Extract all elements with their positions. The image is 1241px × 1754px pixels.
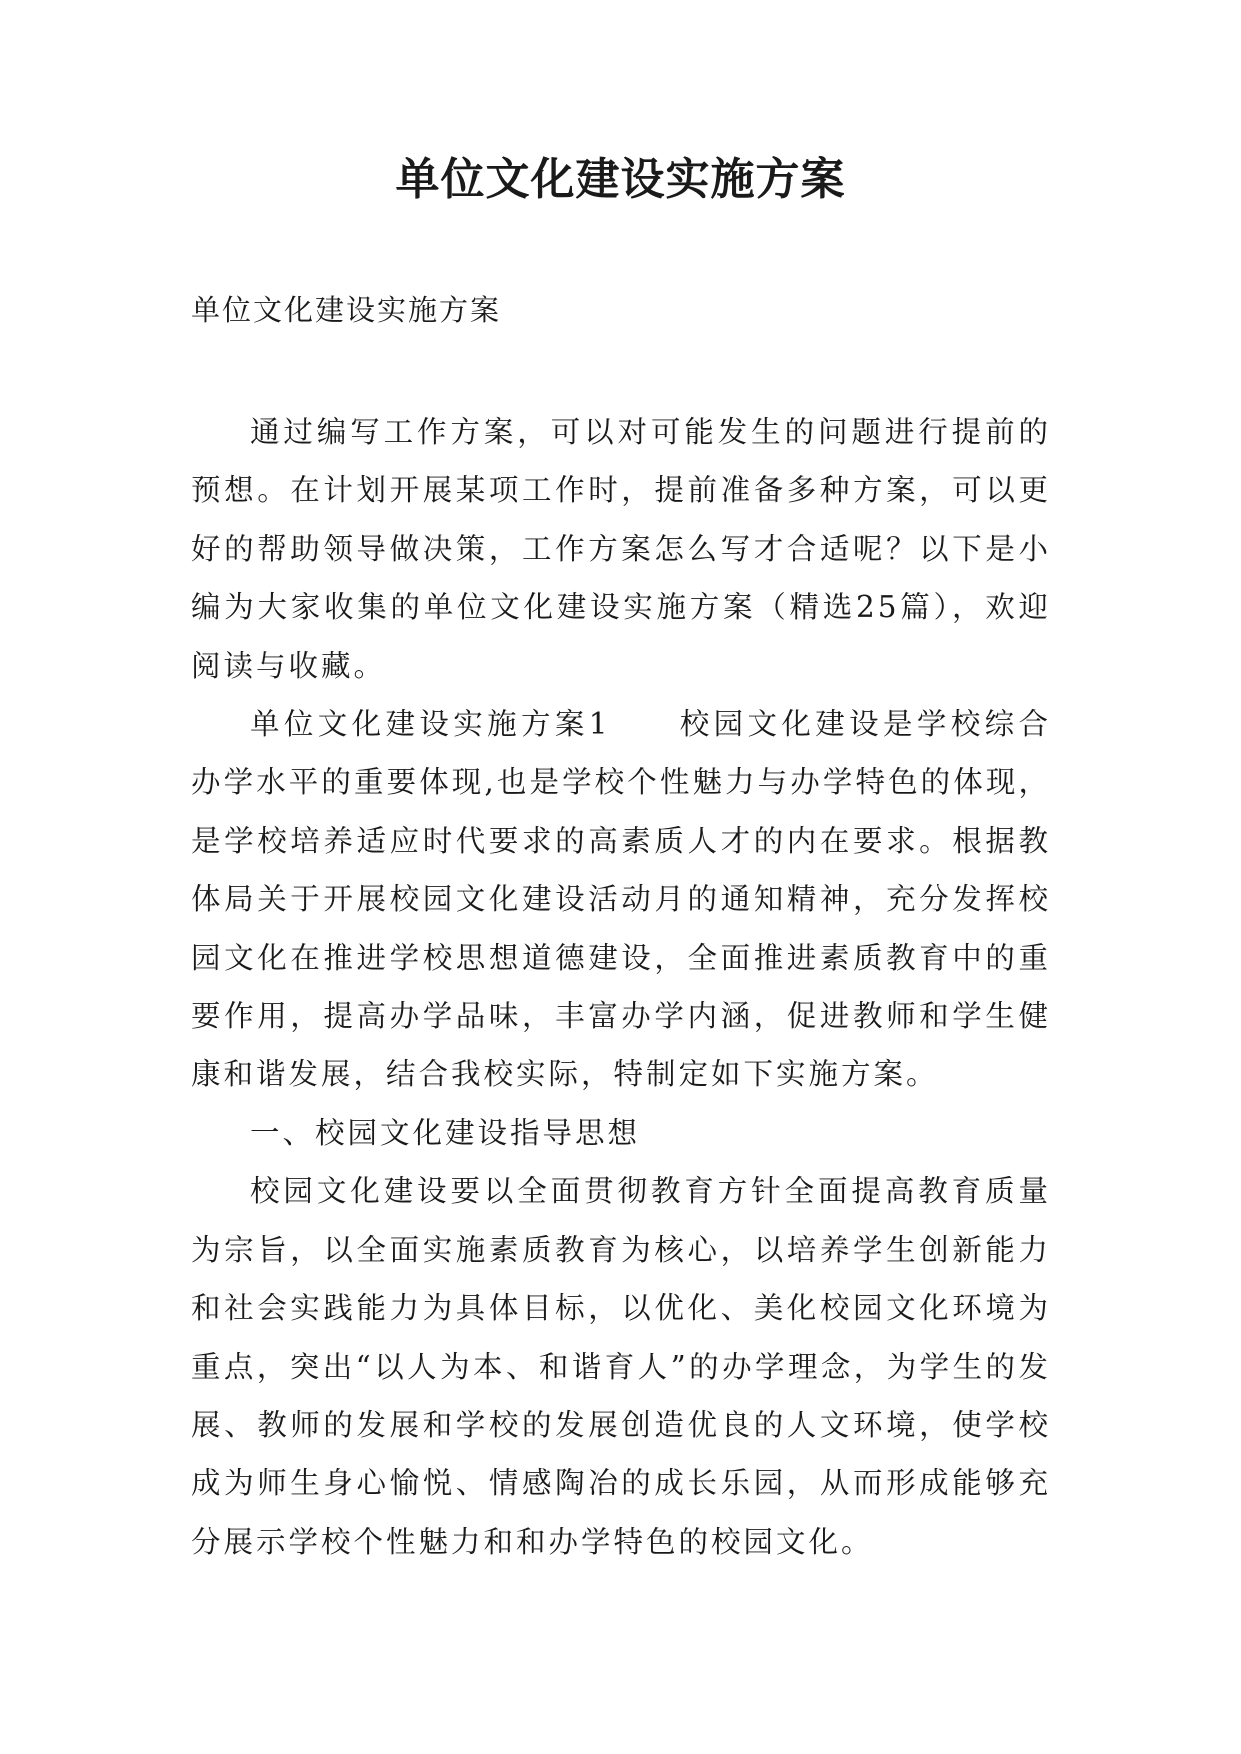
paragraph-intro: 通过编写工作方案，可以对可能发生的问题进行提前的预想。在计划开展某项工作时，提前准备多种方案，可以更好的帮助领导做决策，工作方案怎么写才合适呢？以下是小编为大家收集的单位文化建设实施方案（精选25篇），欢迎阅读与收藏。 [191, 415, 1051, 683]
paragraph-plan-1: 单位文化建设实施方案1 校园文化建设是学校综合办学水平的重要体现,也是学校个性魅力与办学特色的体现，是学校培养适应时代要求的高素质人才的内在要求。根据教体局关于开展校园文化建设活动月的通知精神，充分发挥校园文化在推进学校思想道德建设，全面推进素质教育中的重要作用，提高办学品味，丰富办学内涵，促进教师和学生健康和谐发展，结合我校实际，特制定如下实施方案。 [191, 707, 1051, 1092]
document-body [191, 403, 1051, 1571]
paragraph-guiding-ideology: 校园文化建设要以全面贯彻教育方针全面提高教育质量为宗旨，以全面实施素质教育为核心，以培养学生创新能力和社会实践能力为具体目标，以优化、美化校园文化环境为重点，突出“以人为本、和谐育人”的办学理念，为学生的发展、教师的发展和学校的发展创造优良的人文环境，使学校成为师生身心愉悦、情感陶冶的成长乐园，从而形成能够充分展示学校个性魅力和和办学特色的校园文化。 [191, 1174, 1051, 1559]
section-heading-guiding-ideology: 一、校园文化建设指导思想 [250, 1115, 641, 1150]
document-title: 单位文化建设实施方案 [395, 154, 846, 205]
document-subtitle: 单位文化建设实施方案 [191, 293, 502, 327]
